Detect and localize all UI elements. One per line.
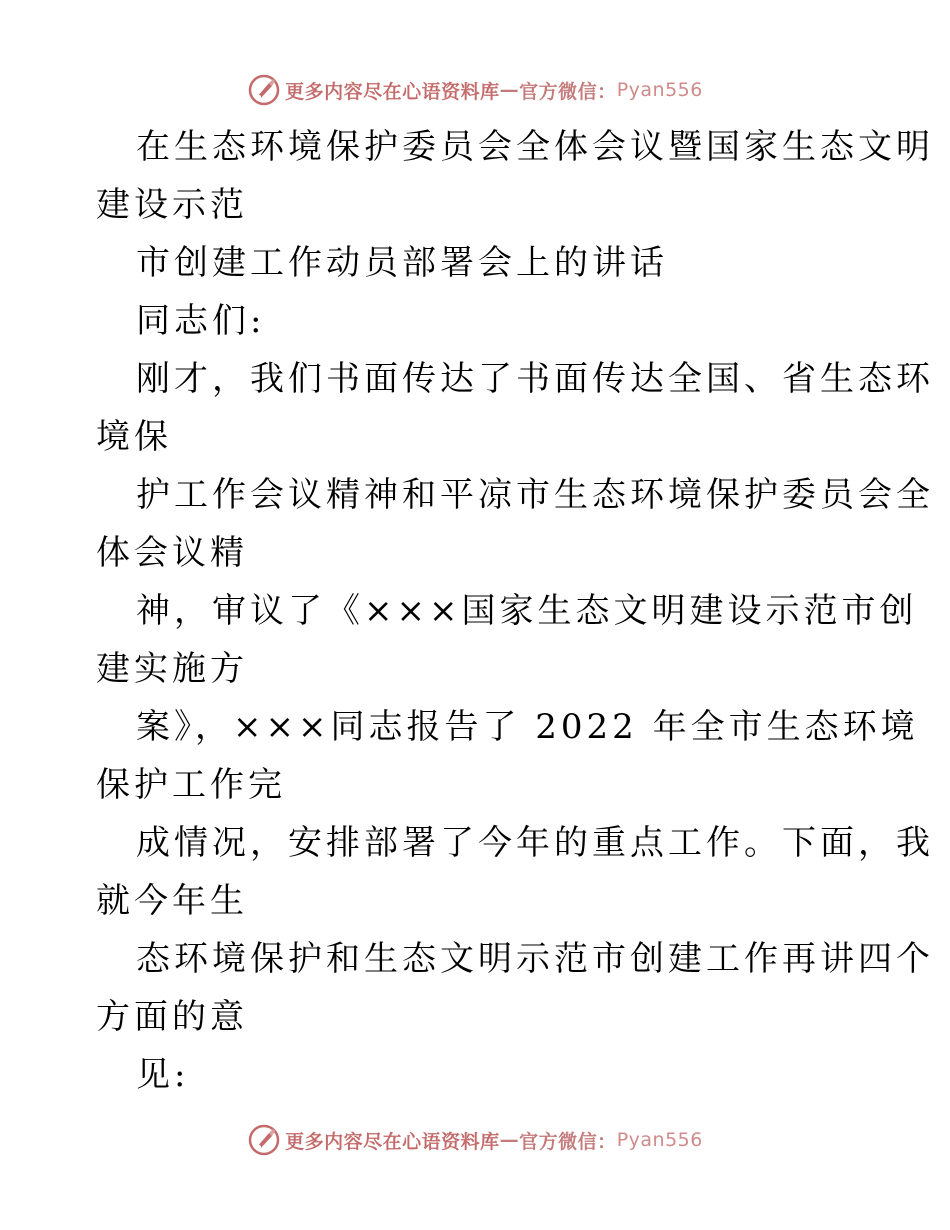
footer-watermark — [0, 1120, 950, 1160]
header-watermark — [0, 70, 950, 110]
watermark-dash: — — [499, 79, 520, 101]
pen-nib-icon — [247, 1123, 281, 1157]
body-line: 保护工作完 — [96, 765, 286, 805]
body-line: 成情况，安排部署了今年的重点工作。下面，我 — [136, 823, 934, 863]
body-line: 刚才，我们书面传达了书面传达全国、省生态环 — [136, 359, 934, 399]
body-line: 态环境保护和生态文明示范市创建工作再讲四个 — [136, 939, 934, 979]
title-line-1: 在生态环境保护委员会全体会议暨国家生态文明 — [136, 127, 934, 167]
watermark-handle: Pyan556 — [616, 1129, 703, 1151]
body-line: 护工作会议精神和平凉市生态环境保护委员会全 — [136, 475, 934, 515]
body-line: 见: — [136, 1055, 190, 1095]
watermark-dash: — — [499, 1129, 520, 1151]
body-line: 建实施方 — [96, 649, 248, 689]
body-line: 神，审议了《×××国家生态文明建设示范市创 — [136, 591, 918, 631]
body-line: 境保 — [96, 417, 172, 457]
body-line: 方面的意 — [96, 997, 248, 1037]
watermark-official: 官方微信： — [519, 80, 617, 103]
title-line-3: 市创建工作动员部署会上的讲话 — [136, 243, 668, 283]
title-line-2: 建设示范 — [96, 185, 248, 225]
body-line: 体会议精 — [96, 533, 248, 573]
watermark-brand: 更多内容尽在心语资料库 — [285, 1130, 500, 1153]
body-line: 就今年生 — [96, 881, 248, 921]
watermark-brand: 更多内容尽在心语资料库 — [285, 80, 500, 103]
body-line: 案》，×××同志报告了 2022 年全市生态环境 — [136, 707, 919, 747]
salutation: 同志们: — [136, 301, 266, 341]
document-body — [96, 118, 934, 1104]
watermark-official: 官方微信： — [519, 1130, 617, 1153]
pen-nib-icon — [247, 73, 281, 107]
watermark-handle: Pyan556 — [616, 79, 703, 101]
